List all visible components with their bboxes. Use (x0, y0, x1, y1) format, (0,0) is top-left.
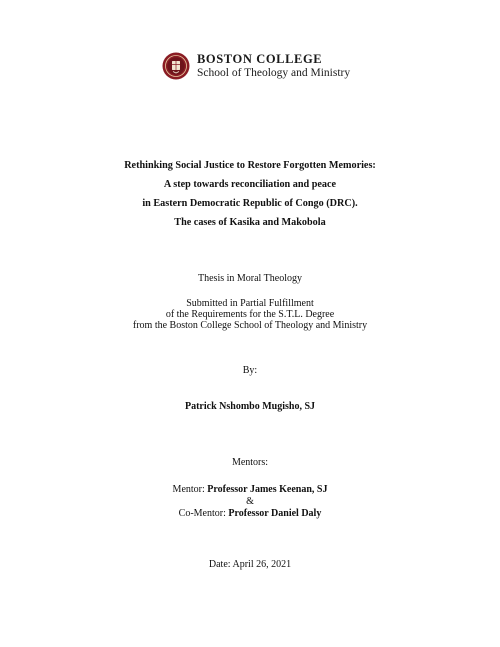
mentor-line (0, 484, 500, 496)
boston-college-logo (162, 50, 350, 82)
author-name: Patrick Nshombo Mugisho, SJ (184, 401, 315, 412)
comentor-name: Professor Daniel Daly (228, 508, 322, 519)
thesis-title-line-3: in Eastern Democratic Republic of Congo (DRC). (142, 198, 358, 209)
by-label: By: (242, 365, 258, 376)
mentor-name: Professor James Keenan, SJ (207, 484, 328, 495)
mentor-label: Mentor: (172, 484, 208, 495)
submission-line-2: of the Requirements for the S.T.L. Degree (165, 309, 335, 320)
boston-college-seal-icon (162, 52, 190, 80)
thesis-title-line-2: A step towards reconciliation and peace (163, 179, 337, 190)
mentor-ampersand: & (246, 496, 254, 507)
logo-school-name: School of Theology and Ministry (197, 67, 351, 79)
logo-institution-name: BOSTON COLLEGE (197, 51, 323, 66)
thesis-type: Thesis in Moral Theology (198, 273, 302, 284)
submission-line-1: Submitted in Partial Fulfillment (186, 298, 314, 309)
mentors-heading: Mentors: (231, 457, 269, 468)
comentor-line (0, 508, 500, 520)
thesis-title-line-1: Rethinking Social Justice to Restore Forgotten Memories: (124, 160, 376, 171)
submission-line-3: from the Boston College School of Theology and Ministry (132, 320, 368, 331)
submission-date: Date: April 26, 2021 (208, 559, 292, 570)
thesis-title-line-4: The cases of Kasika and Makobola (174, 217, 326, 228)
comentor-label: Co-Mentor: (178, 508, 229, 519)
